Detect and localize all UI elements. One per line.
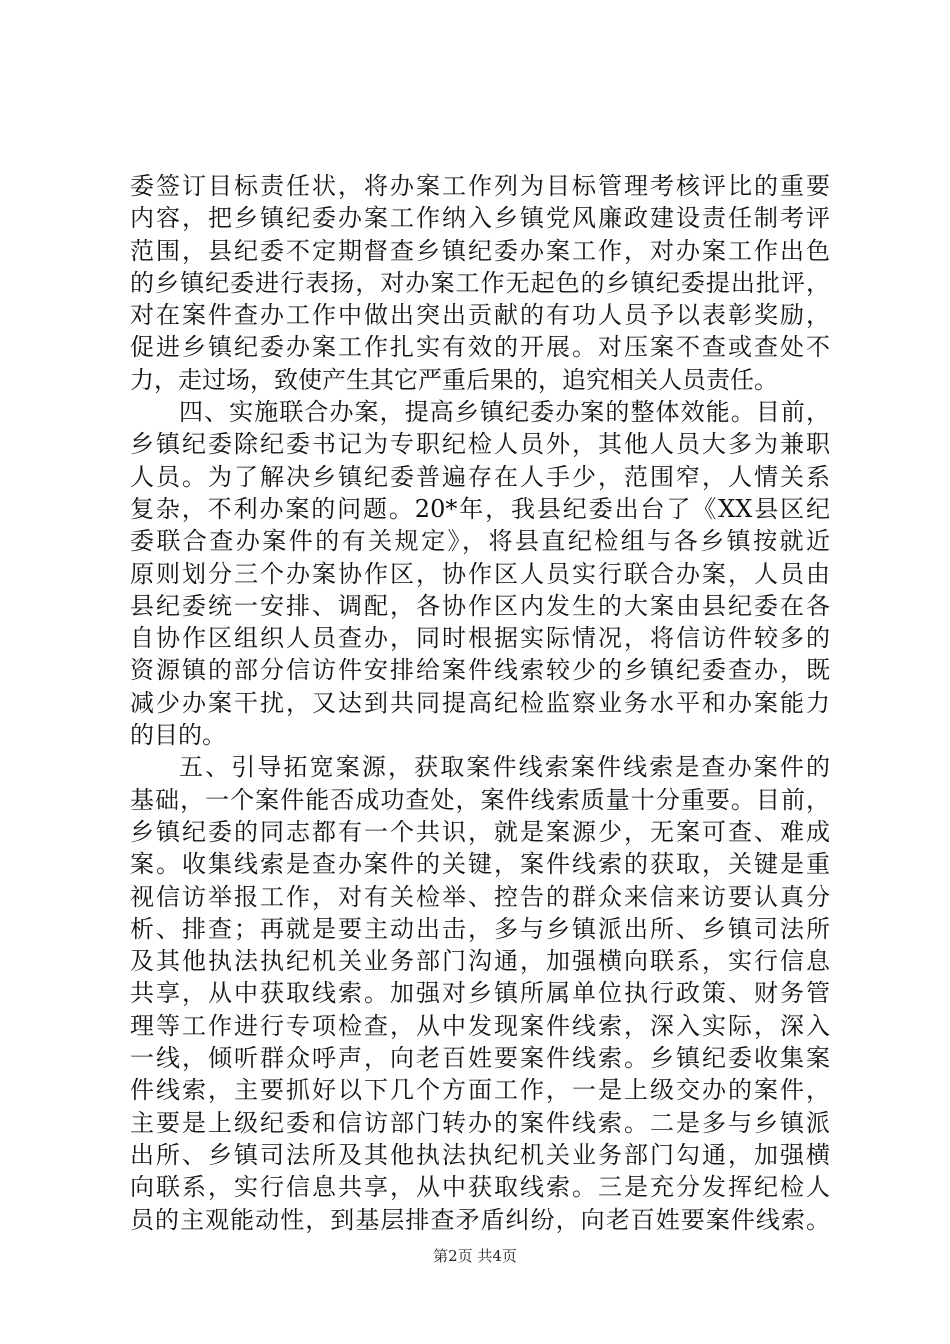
text-line: 的目的。: [130, 721, 226, 750]
page-footer: [0, 1246, 950, 1266]
text-line: 原则划分三个办案协作区，协作区人员实行联合办案，人员由: [130, 559, 830, 588]
text-line: 出所、乡镇司法所及其他执法执纪机关业务部门勾通，加强横: [130, 1140, 830, 1169]
text-line: 一线，倾听群众呼声，向老百姓要案件线索。乡镇纪委收集案: [130, 1044, 830, 1073]
text-line: 减少办案干扰，又达到共同提高纪检监察业务水平和办案能力: [130, 688, 830, 717]
text-line: 委签订目标责任状，将办案工作列为目标管理考核评比的重要: [130, 172, 830, 200]
text-line: 视信访举报工作，对有关检举、控告的群众来信来访要认真分: [130, 882, 830, 911]
text-line: 乡镇纪委的同志都有一个共识，就是案源少，无案可查、难成: [130, 817, 830, 846]
text-line: 委联合查办案件的有关规定》，将县直纪检组与各乡镇按就近: [130, 527, 830, 556]
text-line: 范围，县纪委不定期督查乡镇纪委办案工作，对办案工作出色: [130, 236, 830, 265]
text-line: 内容，把乡镇纪委办案工作纳入乡镇党风廉政建设责任制考评: [130, 204, 830, 233]
text-line: 促进乡镇纪委办案工作扎实有效的开展。对压案不查或查处不: [130, 333, 830, 362]
text-line: 案。收集线索是查办案件的关键，案件线索的获取，关键是重: [130, 850, 830, 879]
text-line: 自协作区组织人员查办，同时根据实际情况，将信访件较多的: [130, 624, 830, 653]
text-line: 对在案件查办工作中做出突出贡献的有功人员予以表彰奖励，: [130, 301, 830, 330]
text-line: 主要是上级纪委和信访部门转办的案件线索。二是多与乡镇派: [130, 1108, 830, 1137]
page-number: 第2页 共4页: [433, 1247, 517, 1265]
paragraph-section-five: [130, 751, 830, 1235]
paragraph-section-four: [130, 396, 830, 751]
text-line: 基础，一个案件能否成功查处，案件线索质量十分重要。目前，: [130, 785, 830, 814]
text-line: 及其他执法执纪机关业务部门沟通，加强横向联系，实行信息: [130, 947, 830, 976]
text-line: 析、排查；再就是要主动出击，多与乡镇派出所、乡镇司法所: [130, 914, 830, 943]
text-line: 向联系，实行信息共享，从中获取线索。三是充分发挥纪检人: [130, 1173, 830, 1202]
text-line: 人员。为了解决乡镇纪委普遍存在人手少，范围窄，人情关系: [130, 462, 830, 491]
text-line: 资源镇的部分信访件安排给案件线索较少的乡镇纪委查办，既: [130, 656, 830, 685]
text-line: 复杂，不利办案的问题。20*年，我县纪委出台了《XX县区纪: [130, 494, 830, 523]
text-line: 共享，从中获取线索。加强对乡镇所属单位执行政策、财务管: [130, 979, 830, 1008]
text-line: 五、引导拓宽案源，获取案件线索案件线索是查办案件的: [179, 753, 830, 782]
text-line: 县纪委统一安排、调配，各协作区内发生的大案由县纪委在各: [130, 591, 830, 620]
text-line: 乡镇纪委除纪委书记为专职纪检人员外，其他人员大多为兼职: [130, 430, 830, 459]
text-line: 理等工作进行专项检查，从中发现案件线索，深入实际，深入: [130, 1011, 830, 1040]
text-line: 员的主观能动性，到基层排查矛盾纠纷，向老百姓要案件线索。: [130, 1205, 830, 1234]
paragraph-continuation: [130, 170, 830, 396]
text-line: 力，走过场，致使产生其它严重后果的，追究相关人员责任。: [130, 365, 778, 394]
text-line: 的乡镇纪委进行表扬，对办案工作无起色的乡镇纪委提出批评，: [130, 268, 830, 297]
body-text: [130, 170, 830, 1236]
text-line: 四、实施联合办案，提高乡镇纪委办案的整体效能。目前，: [179, 398, 830, 427]
text-line: 件线索，主要抓好以下几个方面工作，一是上级交办的案件，: [130, 1076, 830, 1105]
